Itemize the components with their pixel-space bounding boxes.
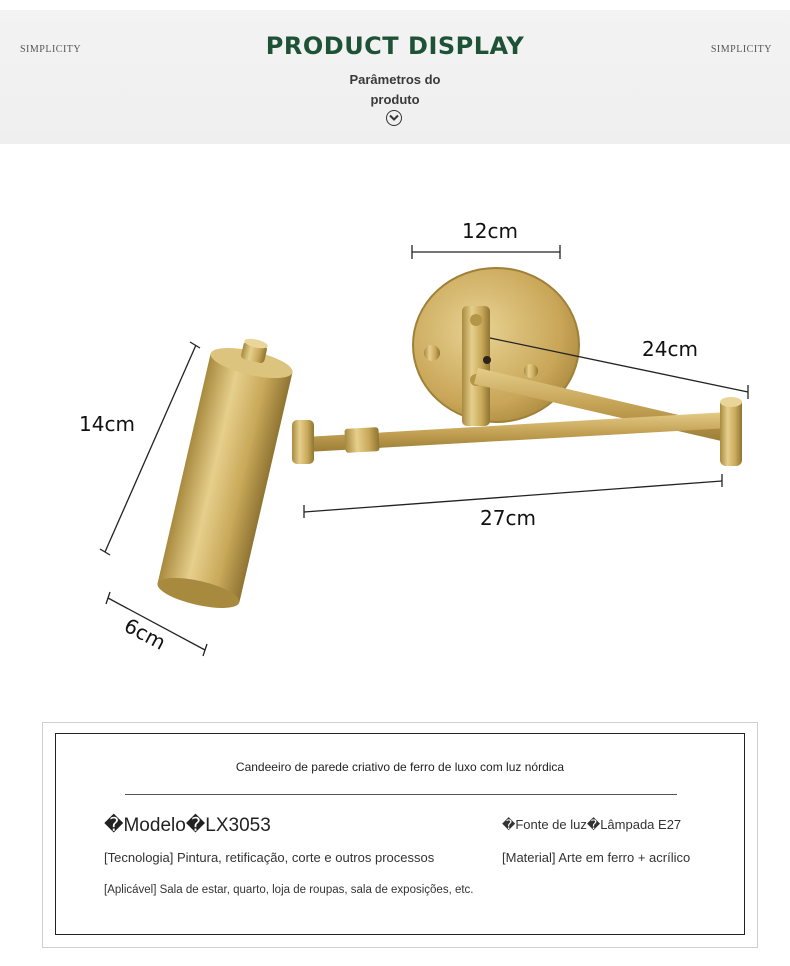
simplicity-label-left: SIMPLICITY bbox=[20, 44, 82, 55]
spec-light-source: �Fonte de luz�Lâmpada E27 bbox=[502, 817, 682, 832]
plate-screw bbox=[524, 364, 538, 378]
lamp-shade bbox=[155, 330, 298, 614]
plate-screw bbox=[424, 345, 440, 361]
header-banner bbox=[0, 10, 790, 144]
dim-label-6cm: 6cm bbox=[120, 613, 170, 655]
product-name: Candeeiro de parede criativo de ferro de luxo com luz nórdica bbox=[235, 760, 565, 774]
spec-model: �Modelo�LX3053 bbox=[104, 815, 271, 836]
arm-joint-cap bbox=[720, 397, 742, 407]
divider bbox=[125, 794, 677, 795]
chevron-down-icon bbox=[386, 110, 402, 126]
page-title: PRODUCT DISPLAY bbox=[265, 32, 525, 60]
product-image bbox=[0, 144, 790, 704]
dim-label-24cm: 24cm bbox=[642, 337, 698, 361]
dim-label-12cm: 12cm bbox=[462, 219, 518, 243]
dim-label-14cm: 14cm bbox=[79, 412, 135, 436]
subtitle-line-1: Parâmetros do bbox=[349, 72, 441, 87]
arm-collar bbox=[344, 427, 379, 453]
bracket-knob bbox=[470, 314, 482, 326]
arm-joint bbox=[720, 398, 742, 466]
subtitle-line-2: produto bbox=[370, 92, 420, 107]
shade-connector bbox=[292, 420, 314, 464]
spec-technology: [Tecnologia] Pintura, retificação, corte e outros processos bbox=[104, 850, 435, 865]
spec-applicable: [Aplicável] Sala de estar, quarto, loja de roupas, sala de exposições, etc. bbox=[104, 884, 474, 896]
simplicity-label-right: SIMPLICITY bbox=[710, 44, 772, 55]
dim-label-27cm: 27cm bbox=[480, 506, 536, 530]
page-subtitle bbox=[0, 70, 790, 110]
pivot-hole bbox=[483, 356, 491, 364]
spec-material: [Material] Arte em ferro + acrílico bbox=[502, 850, 691, 865]
